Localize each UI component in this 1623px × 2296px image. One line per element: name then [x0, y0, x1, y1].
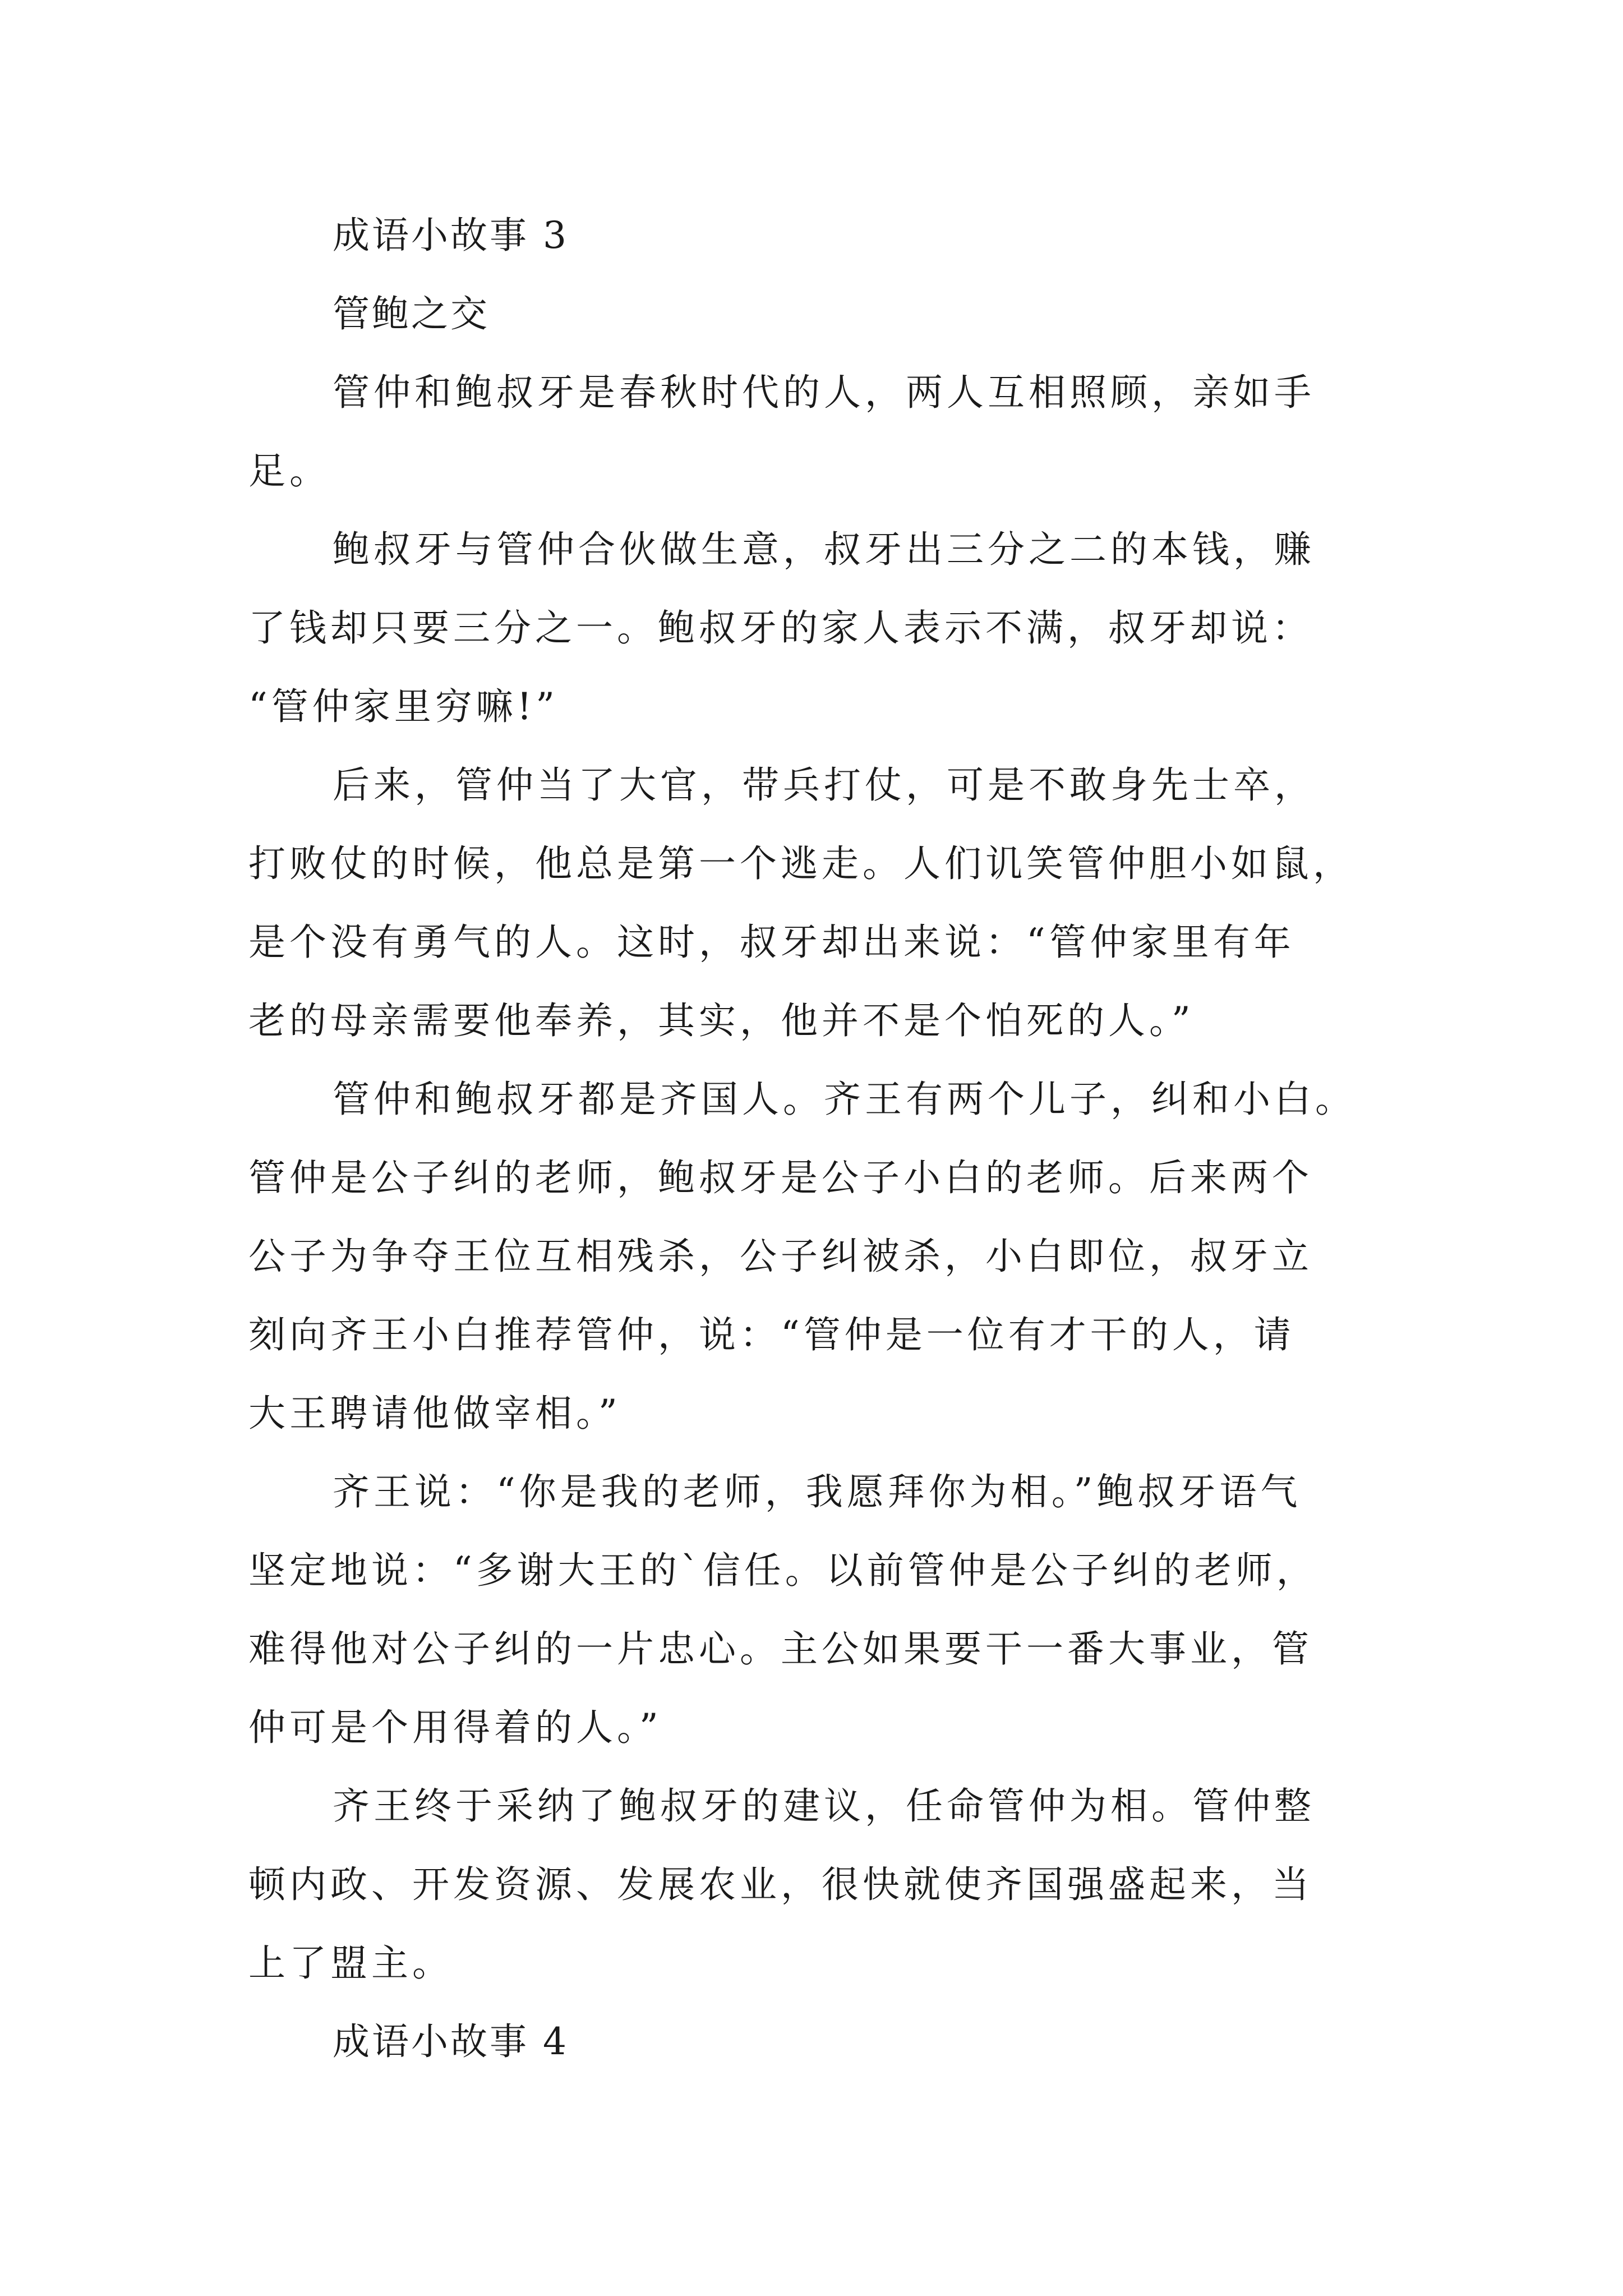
story-heading-4: 成语小故事 4 — [333, 2020, 569, 2063]
paragraph-line: 大王聘请他做宰相。” — [248, 1392, 621, 1435]
paragraph-line: 了钱却只要三分之一。鲍叔牙的家人表示不满，叔牙却说： — [248, 606, 1313, 650]
paragraph-line: 齐王终于采纳了鲍叔牙的建议，任命管仲为相。管仲整 — [333, 1784, 1315, 1828]
paragraph-line: 后来，管仲当了大官，带兵打仗，可是不敢身先士卒， — [333, 763, 1315, 807]
paragraph-line: 公子为争夺王位互相残杀，公子纠被杀，小白即位，叔牙立 — [248, 1235, 1313, 1278]
paragraph-line: 齐王说：“你是我的老师，我愿拜你为相。”鲍叔牙语气 — [333, 1470, 1302, 1513]
paragraph-line: 上了盟主。 — [248, 1941, 453, 1985]
story-title: 管鲍之交 — [333, 292, 490, 335]
paragraph-line: 管仲是公子纠的老师，鲍叔牙是公子小白的老师。后来两个 — [248, 1156, 1313, 1199]
paragraph-line: 老的母亲需要他奉养，其实，他并不是个怕死的人。” — [248, 999, 1195, 1042]
paragraph-line: 刻向齐王小白推荐管仲，说：“管仲是一位有才干的人，请 — [248, 1313, 1295, 1356]
paragraph-line: 鲍叔牙与管仲合伙做生意，叔牙出三分之二的本钱，赚 — [333, 528, 1315, 571]
paragraph-line: 管仲和鲍叔牙都是齐国人。齐王有两个儿子，纠和小白。 — [333, 1078, 1356, 1121]
paragraph-line: 是个没有勇气的人。这时，叔牙却出来说：“管仲家里有年 — [248, 921, 1295, 964]
story-heading-3: 成语小故事 3 — [333, 214, 569, 257]
paragraph-line: 打败仗的时候，他总是第一个逃走。人们讥笑管仲胆小如鼠， — [248, 842, 1354, 885]
paragraph-line: 顿内政、开发资源、发展农业，很快就使齐国强盛起来，当 — [248, 1863, 1313, 1906]
paragraph-line: 仲可是个用得着的人。” — [248, 1706, 662, 1749]
paragraph-line: 坚定地说：“多谢大王的`信任。以前管仲是公子纠的老师， — [248, 1549, 1317, 1592]
paragraph-line: “管仲家里穷嘛!” — [248, 685, 559, 728]
paragraph-line: 难得他对公子纠的一片忠心。主公如果要干一番大事业，管 — [248, 1627, 1313, 1671]
paragraph-line: 足。 — [248, 449, 330, 493]
paragraph-line: 管仲和鲍叔牙是春秋时代的人，两人互相照顾，亲如手 — [333, 371, 1315, 414]
